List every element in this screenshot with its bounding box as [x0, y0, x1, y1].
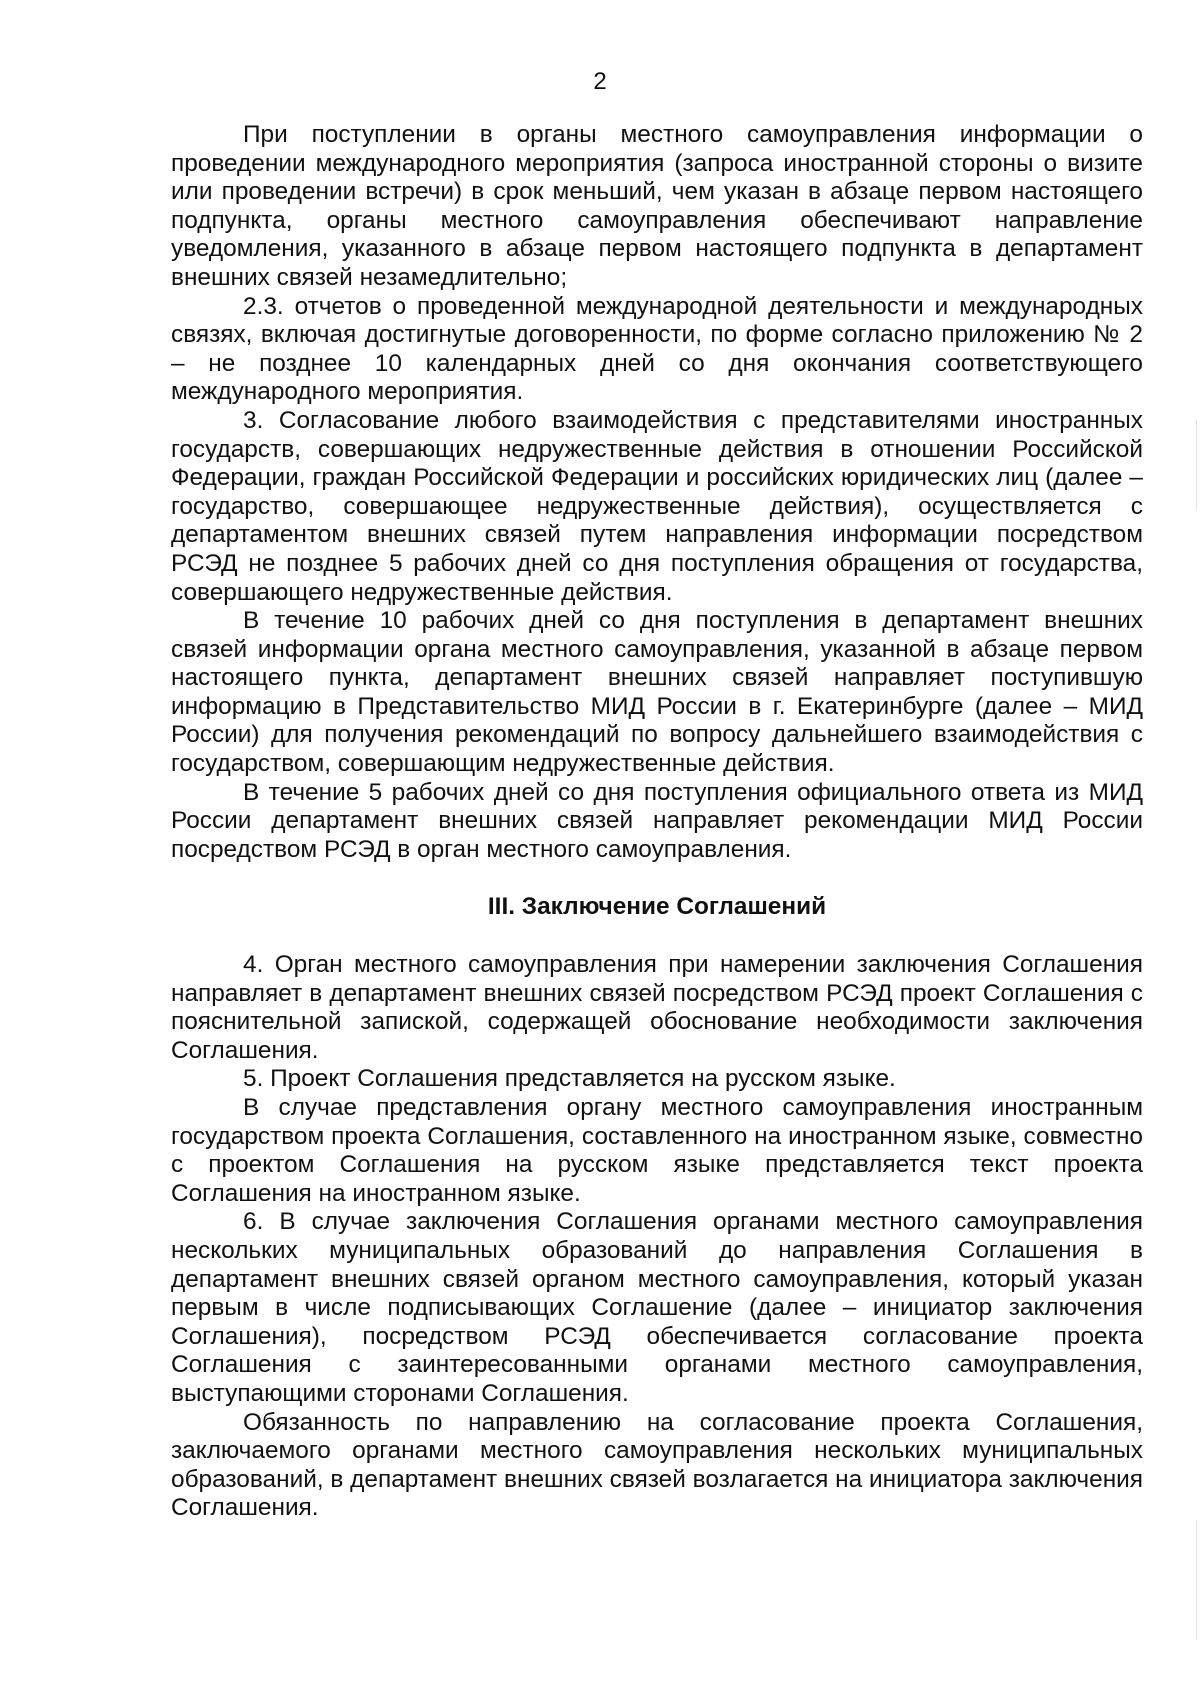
paragraph: При поступлении в органы местного самоуправления информации о проведении международного мероприятия (запроса иностранной стороны о визите или проведении встречи) в срок меньший, чем указан в абзаце первом настоящего подпункта, органы местного самоуправления обеспечивают направление уведомления, указанного в абзаце первом настоящего подпункта в департамент внешних связей незамедлительно;: [171, 121, 1143, 291]
section-heading: III. Заключение Соглашений: [487, 893, 827, 921]
paragraph: В течение 10 рабочих дней со дня поступления в департамент внешних связей информации органа местного самоуправления, указанной в абзаце первом настоящего пункта, департамент внешних связей направляет поступившую информацию в Представительство МИД России в г. Екатеринбурге (далее – МИД России) для получения рекомендаций по вопросу дальнейшего взаимодействия с государством, совершающим недружественные действия.: [171, 607, 1143, 778]
paragraph: 4. Орган местного самоуправления при намерении заключения Соглашения направляет в департамент внешних связей посредством РСЭД проект Соглашения с пояснительной запиской, содержащей обоснование необходимости заключения Соглашения.: [171, 951, 1143, 1064]
document-body: [171, 121, 1143, 1523]
paragraph: 5. Проект Соглашения представляется на русском языке.: [243, 1065, 896, 1093]
scan-edge-mark: [1196, 420, 1197, 510]
paragraph: В течение 5 рабочих дней со дня поступления официального ответа из МИД России департамент внешних связей направляет рекомендации МИД России посредством РСЭД в орган местного самоуправления.: [171, 778, 1143, 863]
paragraph: 2.3. отчетов о проведенной международной деятельности и международных связях, включая достигнутые договоренности, по форме согласно приложению № 2 – не позднее 10 календарных дней со дня окончания соответствующего международного мероприятия.: [171, 292, 1143, 406]
scan-edge-mark: [1196, 1520, 1197, 1640]
paragraph: 6. В случае заключения Соглашения органами местного самоуправления нескольких муниципальных образований до направления Соглашения в департамент внешних связей органом местного самоуправления, который указан первым в числе подписывающих Соглашение (далее – инициатор заключения Соглашения), посредством РСЭД обеспечивается согласование проекта Соглашения с заинтересованными органами местного самоуправления, выступающими сторонами Соглашения.: [171, 1208, 1143, 1407]
paragraph: В случае представления органу местного самоуправления иностранным государством проекта Соглашения, составленного на иностранном языке, совместно с проектом Соглашения на русском языке представляется текст проекта Соглашения на иностранном языке.: [171, 1094, 1143, 1207]
paragraph: 3. Согласование любого взаимодействия с представителями иностранных государств, совершающих недружественные действия в отношении Российской Федерации, граждан Российской Федерации и российских юридических лиц (далее – государство, совершающее недружественные действия), осуществляется с департаментом внешних связей путем направления информации посредством РСЭД не позднее 5 рабочих дней со дня поступления обращения от государства, совершающего недружественные действия.: [171, 406, 1143, 606]
page-number: 2: [593, 68, 607, 95]
paragraph: Обязанность по направлению на согласование проекта Соглашения, заключаемого органами местного самоуправления нескольких муниципальных образований, в департамент внешних связей возлагается на инициатора заключения Соглашения.: [171, 1408, 1143, 1522]
